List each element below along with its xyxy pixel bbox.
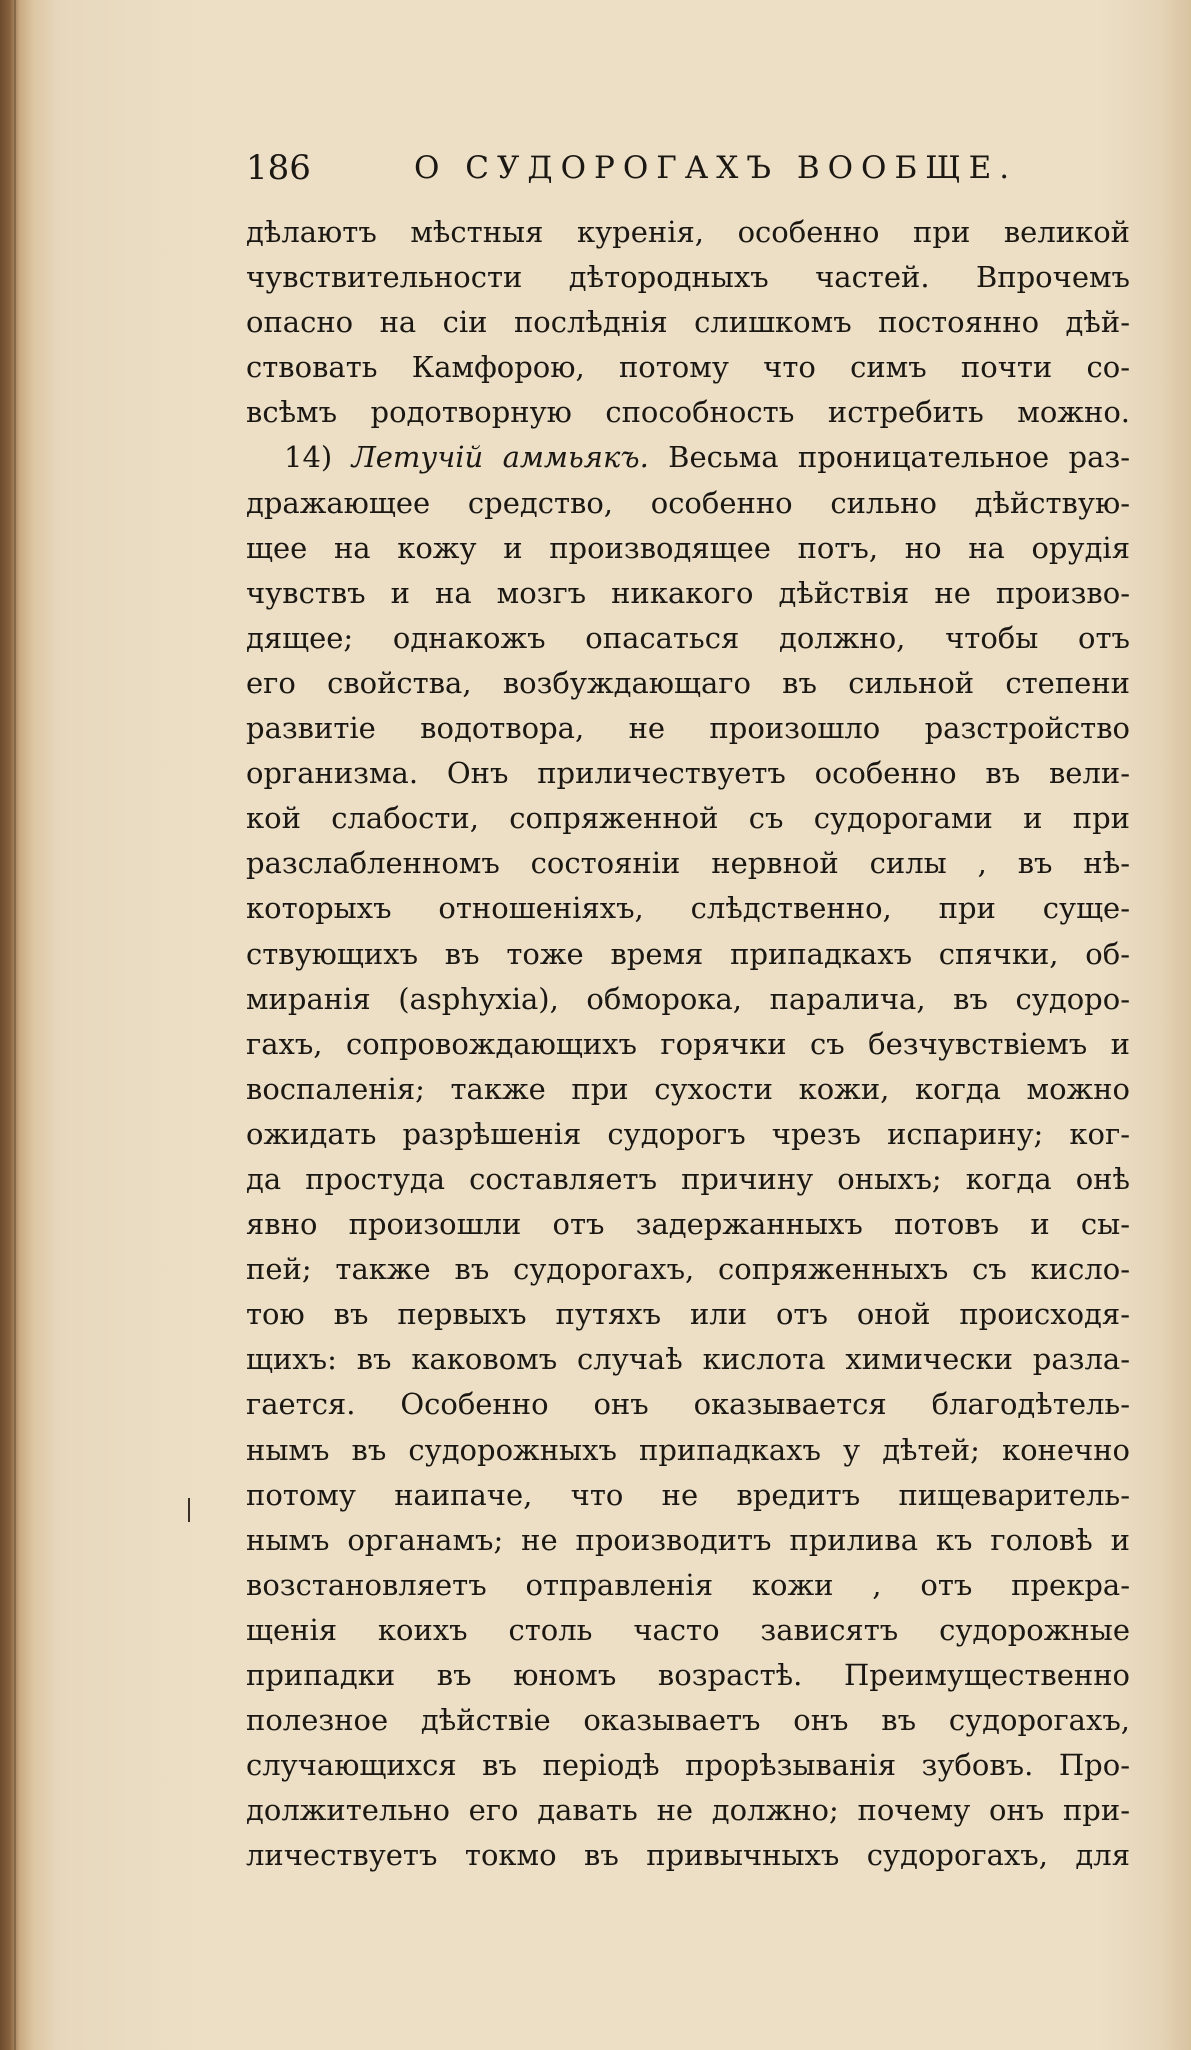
page-number: 186	[246, 148, 311, 188]
item-text: Весьма проницательное раз-	[668, 440, 1130, 475]
text-line: кой слабости, сопряженной съ судорогами и при	[246, 801, 1130, 836]
text-line: разслабленномъ состояніи нервной силы , въ нѣ-	[246, 846, 1130, 881]
text-line: ствовать Камфорою, потому что симъ почти со-	[246, 350, 1130, 385]
text-line: опасно на сіи послѣднія слишкомъ постоянно дѣй-	[246, 305, 1130, 340]
text-line: ствующихъ въ тоже время припадкахъ спячки, об-	[246, 936, 1130, 971]
text-line: полезное дѣйствіе оказываетъ онъ въ судорогахъ,	[246, 1703, 1130, 1738]
text-line: дящее; однакожъ опасаться должно, чтобы отъ	[246, 620, 1130, 655]
item-number: 14)	[284, 440, 333, 475]
paragraph-start-line	[246, 435, 1130, 480]
text-line: личествуетъ токмо въ привычныхъ судорогахъ, для	[246, 1838, 1130, 1873]
text-line: дражающее средство, особенно сильно дѣйствую-	[246, 485, 1130, 520]
text-line: дѣлаютъ мѣстныя куренія, особенно при великой	[246, 215, 1130, 249]
text-line: случающихся въ періодѣ прорѣзыванія зубовъ. Про-	[246, 1748, 1130, 1783]
text-line: его свойства, возбуждающаго въ сильной степени	[246, 665, 1130, 700]
text-line: потому наипаче, что не вредитъ пищеваритель-	[246, 1477, 1130, 1512]
text-line: возстановляетъ отправленія кожи , отъ прекра-	[246, 1567, 1130, 1602]
text-line: миранія (asphyxia), обморока, паралича, въ судоро-	[246, 981, 1130, 1016]
text-line: щенія коихъ столь часто зависятъ судорожные	[246, 1612, 1130, 1647]
text-line: нымъ органамъ; не производитъ прилива къ головѣ и	[246, 1522, 1130, 1557]
page-header	[246, 144, 1136, 192]
text-line: пей; также въ судорогахъ, сопряженныхъ съ кисло-	[246, 1252, 1130, 1287]
text-line: чувствительности дѣтородныхъ частей. Впрочемъ	[246, 260, 1130, 295]
text-line: чувствъ и на мозгъ никакого дѣйствія не произво-	[246, 575, 1130, 610]
body-text	[246, 210, 1130, 1878]
text-line: всѣмъ родотворную способность истребить можно.	[246, 395, 1130, 430]
text-line: ожидать разрѣшенія судорогъ чрезъ испарину; ког-	[246, 1116, 1130, 1151]
item-term: Летучій аммьякъ.	[351, 440, 649, 475]
text-line: нымъ въ судорожныхъ припадкахъ у дѣтей; конечно	[246, 1432, 1130, 1467]
text-line: щее на кожу и производящее потъ, но на орудія	[246, 530, 1130, 565]
text-line: явно произошли отъ задержанныхъ потовъ и сы-	[246, 1207, 1130, 1242]
text-line: щихъ: въ каковомъ случаѣ кислота химически разла-	[246, 1342, 1130, 1377]
text-line: развитіе водотвора, не произошло разстройство	[246, 711, 1130, 746]
text-line: гахъ, сопровождающихъ горячки съ безчувствіемъ и	[246, 1026, 1130, 1061]
text-line: гается. Особенно онъ оказывается благодѣтель-	[246, 1387, 1130, 1422]
margin-mark	[188, 1498, 190, 1522]
text-line: да простуда составляетъ причину оныхъ; когда онѣ	[246, 1161, 1130, 1196]
text-line: тою въ первыхъ путяхъ или отъ оной происходя-	[246, 1297, 1130, 1332]
text-line: воспаленія; также при сухости кожи, когда можно	[246, 1071, 1130, 1106]
running-title: О СУДОРОГАХЪ ВООБЩЕ.	[414, 150, 1018, 186]
text-line: припадки въ юномъ возрастѣ. Преимущественно	[246, 1658, 1130, 1692]
text-line: организма. Онъ приличествуетъ особенно въ вели-	[246, 756, 1130, 791]
text-line: которыхъ отношеніяхъ, слѣдственно, при суще-	[246, 891, 1130, 926]
text-line: должительно его давать не должно; почему онъ при-	[246, 1793, 1130, 1828]
